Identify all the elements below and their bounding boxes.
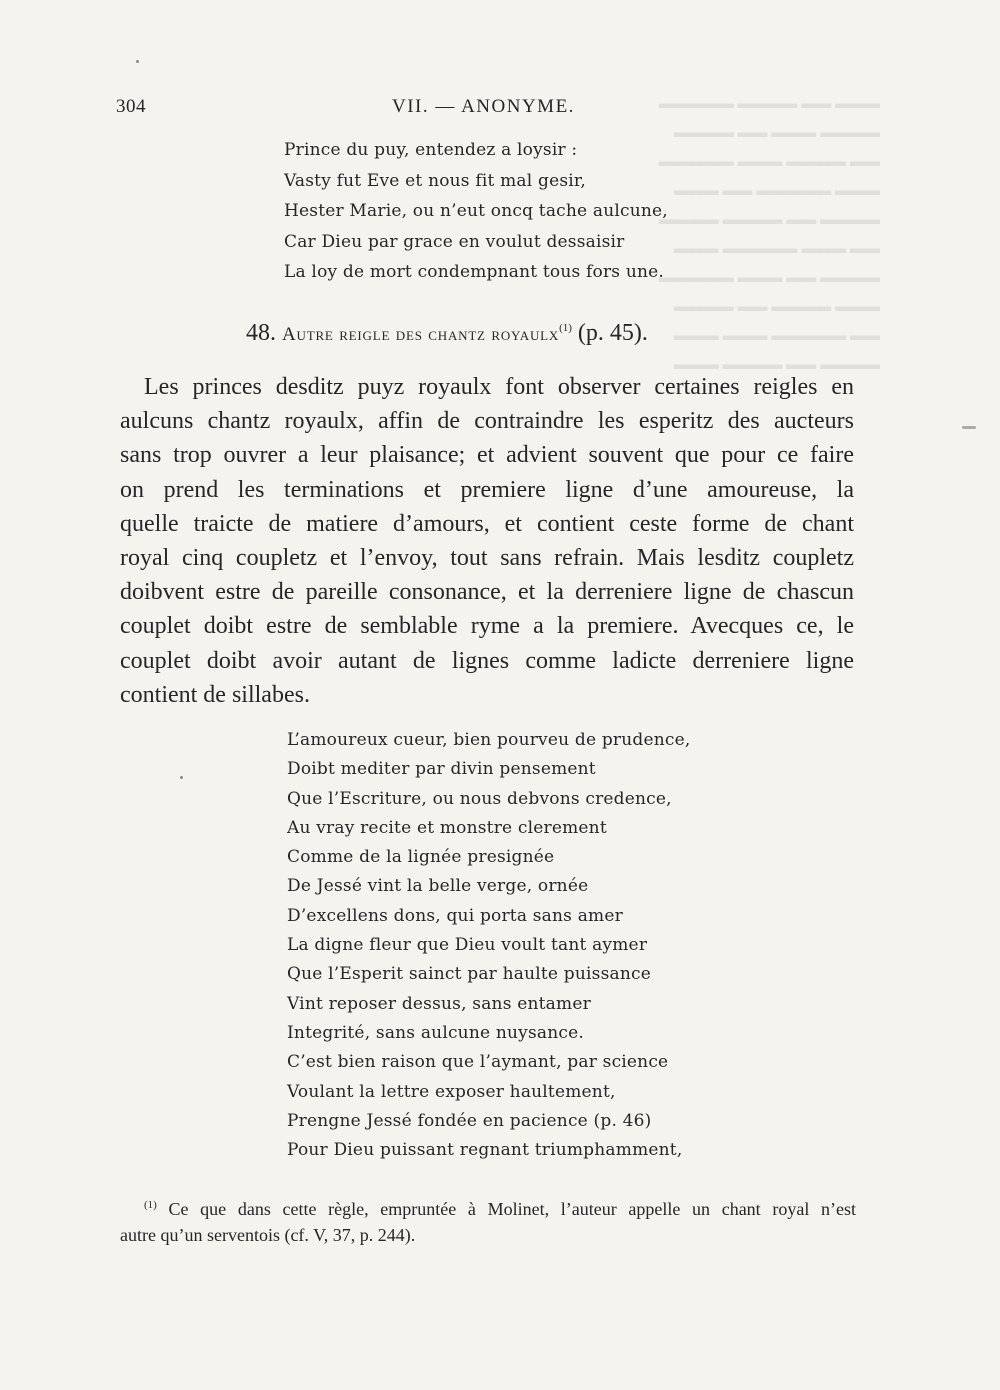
- footnote-reference[interactable]: (1): [559, 322, 572, 334]
- verse-line: Vint reposer dessus, sans entamer: [287, 993, 591, 1014]
- verse-line: L’amoureux cueur, bien pourveu de prudence,: [287, 730, 691, 750]
- verse-line: De Jessé vint la belle verge, ornée: [287, 876, 589, 897]
- verse-line: Que l’Escriture, ou nous debvons credence,: [287, 788, 672, 809]
- poem-bottom: [287, 726, 690, 1165]
- prose-line: contient de sillabes.: [120, 681, 310, 708]
- verse-line: La digne fleur que Dieu voult tant aymer: [287, 935, 648, 956]
- bleed-through-texture: ▬▬▬ ▬▬ ▬▬▬▬ ▬▬▬▬▬ ▬▬▬▬ ▬▬▬ ▬▬ ▬▬▬▬ ▬▬ ▬▬▬▬ ▬▬▬ ▬▬▬▬▬ ▬▬▬ ▬▬▬▬▬ ▬▬ ▬▬▬ ▬▬▬▬ ▬▬ ▬▬▬▬ ▬▬▬▬ ▬▬ ▬▬▬ ▬▬▬▬▬ ▬▬▬ ▬▬▬▬ ▬▬ ▬▬▬ ▬▬▬▬▬ ▬▬▬ ▬▬▬▬ ▬▬ ▬▬▬▬ ▬▬ ▬▬▬▬▬ ▬▬▬ ▬▬▬ ▬▬▬▬ ▬▬ ▬▬▬▬ ▬▬▬: [658, 96, 880, 373]
- verse-line: Integrité, sans aulcune nuysance.: [287, 1022, 584, 1043]
- verse-line: Comme de la lignée presignée: [287, 847, 555, 868]
- section-heading: [246, 320, 648, 347]
- page-reference: (p. 45).: [577, 320, 648, 346]
- running-title: VII. — ANONYME.: [392, 96, 575, 117]
- paper-speck: [962, 426, 976, 429]
- prose-line: aulcuns chantz royaulx, affin de contraindre les esperitz des aucteurs: [120, 408, 854, 435]
- prose-line: sans trop ouvrer a leur plaisance; et advient souvent que pour ce faire: [120, 442, 854, 469]
- paper-speck: [136, 60, 139, 63]
- prose-line: doibvent estre de pareille consonance, et la derreniere ligne de chascun: [120, 579, 854, 606]
- running-head: [116, 96, 856, 124]
- prose-line: quelle traicte de matiere d’amours, et contient ceste forme de chant: [120, 510, 854, 537]
- verse-line: Hester Marie, ou n’eut oncq tache aulcune,: [284, 201, 668, 222]
- section-title: Autre reigle des chantz royaulx: [282, 324, 560, 345]
- verse-line: Pour Dieu puissant regnant triumphamment,: [287, 1140, 683, 1161]
- verse-line: Au vray recite et monstre clerement: [287, 817, 607, 838]
- paper-speck: [180, 776, 183, 779]
- prose-line: Les princes desditz puyz royaulx font observer certaines reigles en: [144, 374, 854, 400]
- verse-line: Que l’Esperit sainct par haulte puissance: [287, 964, 651, 985]
- verse-line: D’excellens dons, qui porta sans amer: [287, 905, 623, 926]
- footnote: [120, 1196, 856, 1248]
- prose-line: royal cinq coupletz et l’envoy, tout sans refrain. Mais lesditz coupletz: [120, 544, 854, 571]
- poem-top: [284, 135, 668, 288]
- verse-line: Voulant la lettre exposer haultement,: [287, 1081, 616, 1102]
- page-number: 304: [116, 96, 146, 117]
- footnote-text: Ce que dans cette règle, empruntée à Molinet, l’auteur appelle un chant royal n’est: [168, 1199, 856, 1219]
- verse-line: La loy de mort condempnant tous fors une.: [284, 262, 664, 283]
- verse-line: Prince du puy, entendez a loysir :: [284, 140, 578, 160]
- prose-line: couplet doibt estre de semblable ryme a la premiere. Avecques ce, le: [120, 613, 854, 640]
- verse-line: C’est bien raison que l’aymant, par science: [287, 1052, 669, 1073]
- section-number: 48.: [246, 320, 276, 346]
- footnote-line: autre qu’un serventois (cf. V, 37, p. 244).: [120, 1225, 416, 1245]
- verse-line: Prengne Jessé fondée en pacience (p. 46): [287, 1110, 652, 1131]
- verse-line: Vasty fut Eve et nous fit mal gesir,: [284, 170, 586, 191]
- prose-paragraph: [120, 370, 854, 712]
- footnote-line: [120, 1196, 856, 1222]
- verse-line: Doibt mediter par divin pensement: [287, 759, 596, 780]
- footnote-marker: (1): [144, 1199, 157, 1211]
- prose-line: on prend les terminations et premiere ligne d’une amoureuse, la: [120, 476, 854, 503]
- prose-line: couplet doibt avoir autant de lignes comme ladicte derreniere ligne: [120, 647, 854, 674]
- verse-line: Car Dieu par grace en voulut dessaisir: [284, 231, 625, 252]
